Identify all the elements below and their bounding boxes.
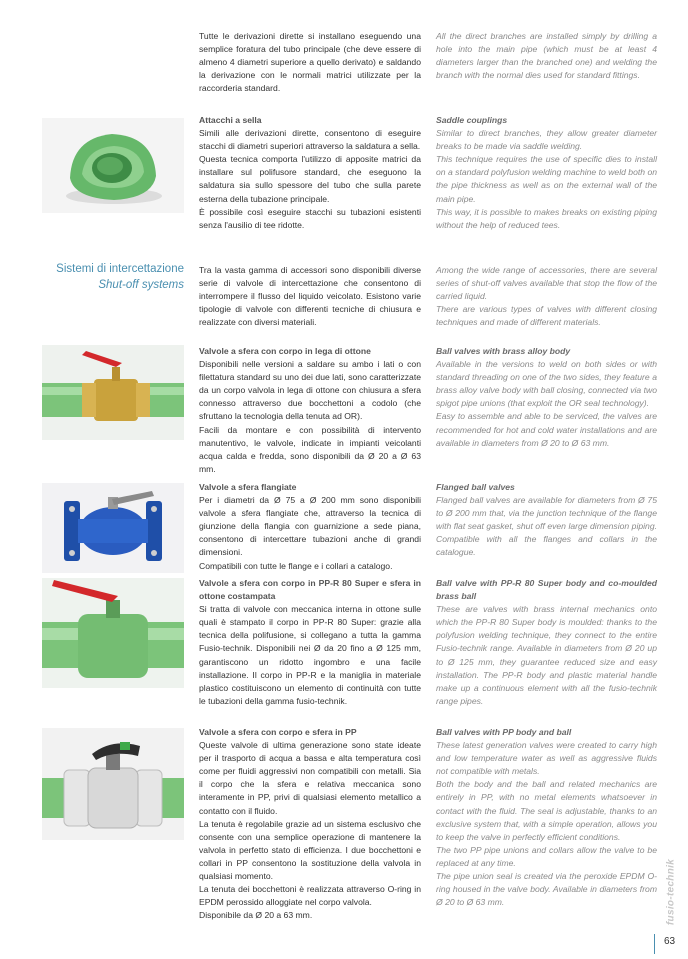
pp-valve-it: Valvole a sfera con corpo e sfera in PP Queste valvole di ultima generazione sono state ideate per il trasporto di acqua a bassa e alta temperatura così come per fluidi aggressivi non compatibili con metalli. Sia il corpo che la sfera e relativa meccanica sono interamente in PP, privi di qualsiasi elemento metallico a contatto con il fluido. La tenuta è regolabile grazie ad un sistema esclusivo che consente con una semplice operazione di mantenere la valvola in perfetto stato di efficienza. I due bocchettoni e collari in PP consentono la sostituzione della valvola in qualsiasi momento. La tenuta dei bocchettoni è realizzata attraverso O-ring in EPDM perossido alloggiate nel corpo valvola. Disponibile da Ø 20 a 63 mm. [199,727,421,921]
section-title-en: Shut-off systems [98,279,184,291]
section-title [56,261,184,293]
flanged-valve-en: Flanged ball valves Flanged ball valves are available for diameters from Ø 75 to Ø 200 mm that, via the junction technique of the flange with flat seat gasket, shut off even large dimension piping. Compatible with all the flanges and collars in the catalogue. [436,482,657,558]
ppr-valve-it: Valvole a sfera con corpo in PP-R 80 Super e sfera in ottone costampata Si tratta di valvole con meccanica interna in ottone sulle quali è stampato il corpo in PP-R 80 Super: grazie alla tecnica della polifusione, si collegano a tutta la gamma Fusio-technik. Disponibili nei Ø da 20 fino a Ø 125 mm, garantiscono un ridotto ingombro e una facile installazione. Il corpo in PP-R e la maniglia in materiale plastico costituiscono un elemento di continuità con tutte le tubazioni della gamma fusio-technik. [199,578,421,706]
brass-valve-photo [42,345,184,440]
ppr-valve-en: Ball valve with PP-R 80 Super body and co-moulded brass ball These are valves with brass internal mechanics onto which the PP-R 80 Super body is moulded: thanks to the polyfusion welding technique, they connect to the entire Fusio-technik range. Available in diameters from Ø 20 up to Ø 125 mm, they guarantee reduced size and easy installation. The PP-R body and plastic material handle make up a continuous element with all the fusio-technik range pipes. [436,578,657,706]
pp-valve-en: Ball valves with PP body and ball These latest generation valves were created to carry high and low temperature water as well as aggressive fluids not compatible with metals. Both the body and the ball and related mechanics are entirely in PP, with no metal elements whatsoever in contact with the fluid. The seal is adjustable, thanks to an exclusive system that, with a simple operation, allows you to keep the valve in perfectly efficient conditions. The two PP pipe unions and collars allow the valve to be replaced at any time. The pipe union seal is created via the peroxide EPDM O-ring housed in the valve body. Available in diameters from Ø 20 to Ø 63 mm. [436,727,657,908]
saddle-coupling-photo [42,118,184,213]
brass-valve-en: Ball valves with brass alloy body Available in the versions to weld on both sides or with standard threading on one of the two sides, they feature a brass alloy valve body with ball closing, connected via two spigot pipe unions (that exploit the OR seal technology). Easy to assemble and able to be serviced, the valves are recommended for hot and cold water installations and are available in diameters from Ø 20 to Ø 63 mm. [436,346,657,448]
section-title-it: Sistemi di intercettazione [56,263,184,275]
saddle-it: Attacchi a sella Simili alle derivazioni dirette, consentono di eseguire stacchi di diametri superiori attraverso la saldatura a sella. Questa tecnica comporta l'utilizzo di apposite matrici da installare sul polifusore standard, che eseguono la saldatura sia sullo spessore del tubo che sulla parete esterna della tubazione principale. È possibile così eseguire stacchi su tubazioni esistenti senza l'ausilio di tee ridotte. [199,115,421,230]
brass-valve-it: Valvole a sfera con corpo in lega di ottone Disponibili nelle versioni a saldare su ambo i lati o con filettatura standard su uno dei due lati, sono caratterizzate da un corpo valvola in lega di ottone con chiusura a sfera connesso attraverso due bocchettoni a codolo (che sfruttano la tecnologia della tenuta ad OR). Facili da montare e con possibilità di intervento manutentivo, le valvole, indicate in impianti veicolanti acqua calda e fredda, sono disponibili da Ø 20 a Ø 63 mm. [199,346,421,474]
saddle-en: Saddle couplings Similar to direct branches, they allow greater diameter breaks to be made via saddle welding. This technique requires the use of specific dies to install on a standard polyfusion welding machine to weld both on the pipe thickness as well as on the external wall of the main pipe. This way, it is possible to makes breaks on existing piping without the help of reduced tees. [436,115,657,230]
flanged-valve-photo [42,483,184,573]
intro-it: Tutte le derivazioni dirette si installano eseguendo una semplice foratura del tubo principale (che deve essere di almeno 4 diametri superiore a quello derivato) e saldando la derivazione con le normali matrici utilizzate per la raccorderia standard. [199,31,421,94]
section-intro-it: Tra la vasta gamma di accessori sono disponibili diverse serie di valvole di intercettazione che consentono di interrompere il flusso del liquido veicolato. Esistono varie tipologie di valvole con differenti tecniche di chiusura e realizzate con diversi materiali. [199,265,421,328]
ppr-valve-photo [42,578,184,688]
brand-logo: fusio-technik [665,858,677,926]
page-divider [654,934,655,954]
section-intro-en: Among the wide range of accessories, there are several series of shut-off valves available that stop the flow of the carried liquid. There are various types of valves with different closing techniques and made of different materials. [436,265,657,328]
pp-valve-photo [42,728,184,840]
flanged-valve-it: Valvole a sfera flangiate Per i diametri da Ø 75 a Ø 200 mm sono disponibili valvole a sfera flangiate che, attraverso la tecnica di giunzione della flangia con guarnizione a sede piana, consentono di intercettare tubazioni anche di grandi dimensioni. Compatibili con tutte le flange e i collari a catalogo. [199,482,421,571]
intro-en: All the direct branches are installed simply by drilling a hole into the main pipe (which must be at least 4 diameters larger than the branched one) and welding the branch with the normal dies used for standard fittings. [436,31,657,81]
page-number: 63 [664,936,676,947]
